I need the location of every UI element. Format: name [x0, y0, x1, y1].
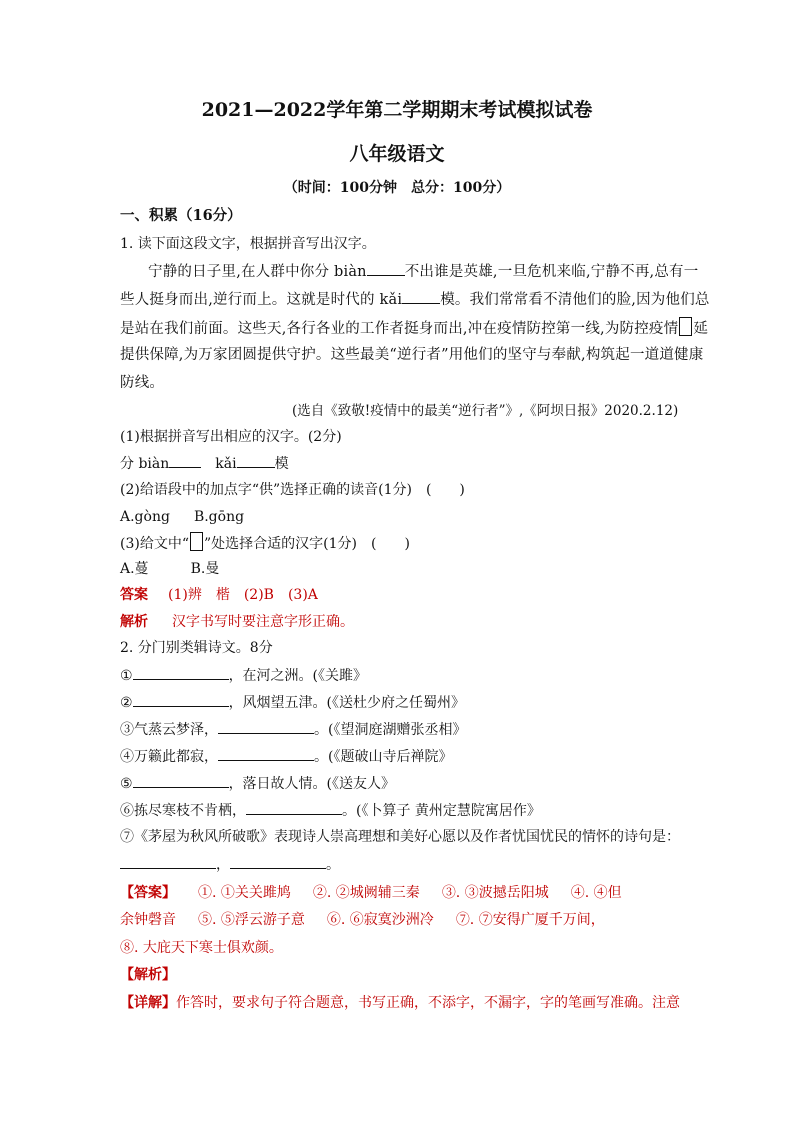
- answer-blank: [237, 453, 275, 468]
- passage-text: 些人挺身而出,逆行而上。这就是时代的 kǎi: [120, 292, 403, 308]
- detail-label: 【详解】: [120, 995, 176, 1011]
- answer-item: ⑥. ⑥寂寞沙洲冷: [326, 912, 434, 928]
- answer-blank: [246, 800, 342, 815]
- item-number: ①: [120, 668, 133, 684]
- pinyin-label: 分 biàn: [120, 456, 170, 472]
- section-heading: 一、积累（16分）: [120, 207, 242, 224]
- separator: ，: [216, 857, 230, 873]
- pinyin-suffix: 模: [274, 456, 289, 472]
- answer-blank: [133, 692, 229, 707]
- q2-line-7: ⑦《茅屋为秋风所破歌》表现诗人崇高理想和美好心愿以及作者忧国忧民的情怀的诗句是：: [120, 829, 680, 845]
- fill-box: [190, 532, 203, 551]
- answer-blank: [169, 453, 201, 468]
- answer-item: ④. ④但: [570, 885, 622, 901]
- q1-sub2-options: [120, 507, 244, 527]
- option-b: B.曼: [190, 561, 220, 577]
- analysis-text: 汉字书写时要注意字形正确。: [172, 614, 354, 630]
- exam-subtitle: 八年级语文: [349, 143, 445, 165]
- analysis-label: 解析: [120, 614, 148, 630]
- q1-source: (选自《致敬!疫情中的最美“逆行者”》,《阿坝日报》2020.2.12): [292, 403, 679, 419]
- option-b: B.gōng: [193, 509, 245, 525]
- pinyin-label: kǎi: [215, 456, 237, 472]
- q1-passage-line-3: [120, 317, 708, 339]
- q1-prompt: 1. 读下面这段文字，根据拼音写出汉字。: [120, 236, 376, 252]
- passage-text: 延: [693, 321, 709, 337]
- poem-text: ，风烟望五津。(《送杜少府之任蜀州》: [228, 695, 466, 711]
- poem-text: 。(《卜算子 黄州定慧院寓居作》: [342, 803, 541, 819]
- item-number: ②: [120, 695, 133, 711]
- answer-blank: [133, 773, 229, 788]
- passage-text: 是站在我们前面。这些天,各行各业的工作者挺身而出,冲在疫情防控第一线,为防控疫情: [120, 321, 679, 337]
- q1-passage-line-2: [120, 289, 710, 310]
- q2-answer-row-3: ⑧. 大庇天下寒士俱欢颜。: [120, 940, 283, 956]
- q2-line-5: [120, 773, 395, 794]
- answer-item: ⑤. ⑤浮云游子意: [198, 912, 305, 928]
- answer-item: ③. ③波撼岳阳城: [441, 885, 549, 901]
- poem-text: ③气蒸云梦泽，: [120, 722, 218, 738]
- item-number: ⑤: [120, 776, 133, 792]
- detail-text: 作答时，要求句子符合题意，书写正确，不添字，不漏字，字的笔画写准确。注意: [176, 995, 680, 1011]
- exam-meta: （时间：100分钟 总分：100分）: [283, 180, 511, 196]
- q1-passage-line-5: 防线。: [120, 375, 165, 391]
- q2-detail: [120, 993, 680, 1013]
- poem-text: ，落日故人情。(《送友人》: [228, 776, 396, 792]
- option-a: A.蔓: [120, 561, 149, 577]
- answer-blank: [120, 854, 216, 869]
- answer-blank: [367, 261, 405, 276]
- exam-title: 2021—2022学年第二学期期末考试模拟试卷: [201, 99, 593, 121]
- q1-sub3-options: [120, 559, 219, 579]
- q2-answer-row-2: [120, 910, 605, 930]
- answer-label: 答案: [120, 587, 148, 603]
- answer-blank: [218, 746, 314, 761]
- poem-text: ④万籁此都寂，: [120, 749, 218, 765]
- q2-line-3: [120, 719, 466, 740]
- terminator: 。: [326, 857, 340, 873]
- q2-line-2: [120, 692, 465, 713]
- q1-sub2: (2)给语段中的加点字“供”选择正确的读音(1分) ( ): [120, 482, 465, 498]
- q2-line-1: [120, 665, 367, 686]
- q2-answer-row-1: [120, 883, 622, 903]
- sub3-text: ”处选择合适的汉字(1分) ( ): [204, 536, 410, 552]
- poem-text: ⑥拣尽寒枝不肯栖，: [120, 803, 246, 819]
- q1-answer: [120, 585, 318, 605]
- answer-blank: [402, 289, 440, 304]
- poem-text: 。(《望洞庭湖赠张丞相》: [314, 722, 467, 738]
- passage-text: 模。我们常常看不清他们的脸,因为他们总: [440, 292, 710, 308]
- answer-blank: [133, 665, 229, 680]
- poem-text: ，在河之洲。(《关雎》: [228, 668, 368, 684]
- q2-line-8: [120, 854, 340, 875]
- passage-text: 宁静的日子里,在人群中你分 biàn: [148, 264, 367, 280]
- q2-line-6: [120, 800, 541, 821]
- q2-prompt: 2. 分门别类辑诗文。8分: [120, 640, 273, 656]
- fill-box: [679, 317, 692, 336]
- answer-blank: [218, 719, 314, 734]
- sub3-text: (3)给文中“: [120, 536, 189, 552]
- q1-sub3: [120, 532, 410, 554]
- q2-line-4: [120, 746, 452, 767]
- answer-label: 【答案】: [120, 885, 176, 901]
- answer-item: 余钟磬音: [120, 912, 176, 928]
- poem-text: 。(《题破山寺后禅院》: [314, 749, 453, 765]
- q1-sub1-answer-row: [120, 453, 289, 474]
- q2-analysis-label: 【解析】: [120, 967, 176, 983]
- answer-text: (1)辨 楷 (2)B (3)A: [168, 587, 318, 603]
- q1-passage-line-4: 提供保障,为万家团圆提供守护。这些最美“逆行者”用他们的坚守与奉献,构筑起一道道健康: [120, 347, 704, 363]
- q1-sub1: (1)根据拼音写出相应的汉字。(2分): [120, 429, 342, 445]
- passage-text: 不出谁是英雄,一旦危机来临,宁静不再,总有一: [404, 264, 699, 280]
- option-a: A.gòng: [120, 509, 170, 525]
- answer-item: ②. ②城阙辅三秦: [312, 885, 420, 901]
- q1-analysis: [120, 612, 354, 632]
- answer-blank: [230, 854, 326, 869]
- answer-item: ⑦. ⑦安得广厦千万间，: [455, 912, 605, 928]
- q1-passage-line-1: [148, 261, 698, 282]
- answer-item: ①. ①关关雎鸠: [198, 885, 291, 901]
